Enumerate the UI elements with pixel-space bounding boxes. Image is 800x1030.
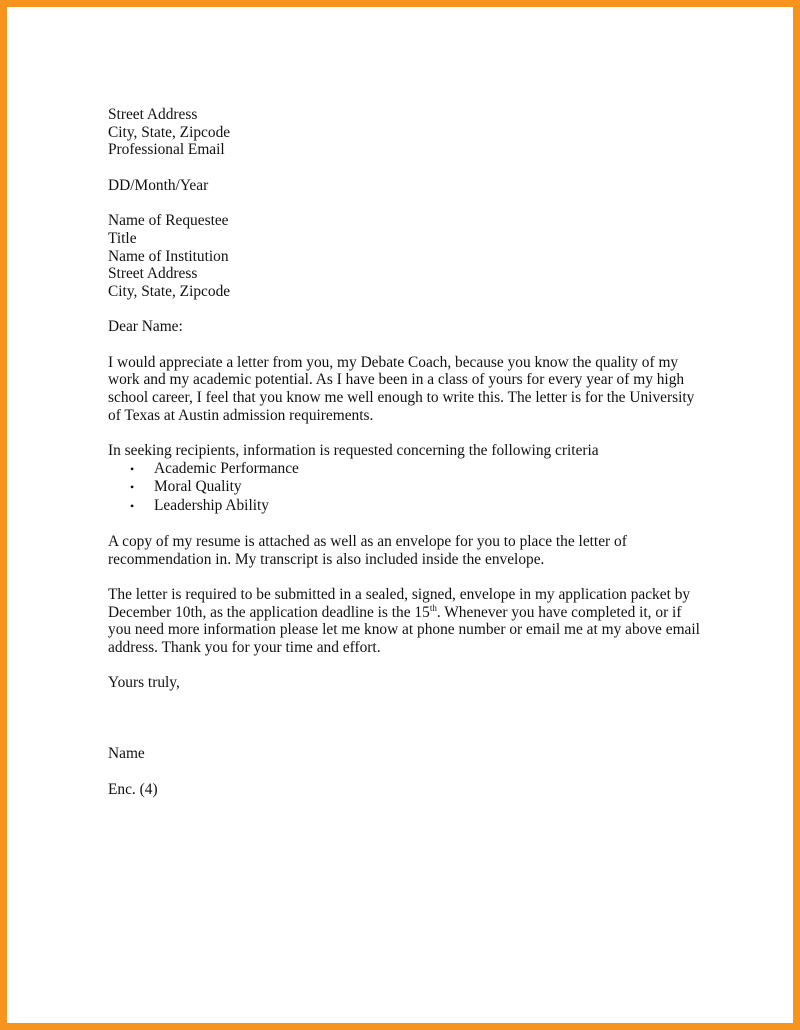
- spacer: [108, 568, 728, 586]
- paragraph-line: [108, 604, 728, 622]
- bullet-icon: •: [130, 480, 135, 495]
- paragraph-line: address. Thank you for your time and effort.: [108, 639, 381, 657]
- paragraph-enclosures: [108, 533, 728, 568]
- paragraph-deadline: [108, 586, 728, 657]
- paragraph-line: recommendation in. My transcript is also included inside the envelope.: [108, 550, 545, 568]
- recipient-title: Title: [108, 229, 137, 247]
- bullet-icon: •: [130, 498, 135, 513]
- criteria-list: [108, 460, 728, 516]
- letter-body: [108, 106, 728, 798]
- paragraph-line: I would appreciate a letter from you, my Debate Coach, because you know the quality of my: [108, 353, 679, 371]
- spacer: [108, 336, 728, 354]
- criteria-label: Moral Quality: [154, 478, 242, 496]
- paragraph-line: school career, I feel that you know me well enough to write this. The letter is for the University: [108, 389, 695, 406]
- paragraph-line: work and my academic potential. As I have been in a class of yours for every year of my high: [108, 371, 685, 389]
- enclosure-note: Enc. (4): [108, 780, 158, 798]
- spacer: [108, 159, 728, 177]
- deadline-text-continued: . Whenever you have completed it, or if: [436, 603, 682, 621]
- recipient-address-block: [108, 212, 728, 300]
- paragraph-request: [108, 354, 728, 425]
- paragraph-line: A copy of my resume is attached as well as an envelope for you to place the letter of: [108, 532, 627, 550]
- bullet-icon: •: [130, 461, 135, 476]
- recipient-street: Street Address: [108, 265, 198, 283]
- spacer: [108, 301, 728, 319]
- spacer: [108, 763, 728, 781]
- sender-email: Professional Email: [108, 141, 225, 159]
- letter-date: DD/Month/Year: [108, 176, 209, 194]
- salutation: Dear Name:: [108, 318, 183, 336]
- signature-space: [108, 692, 728, 745]
- spacer: [108, 515, 728, 533]
- list-item: [108, 478, 728, 497]
- signature-name: Name: [108, 745, 145, 763]
- list-item: [108, 497, 728, 516]
- criteria-intro: In seeking recipients, information is requested concerning the following criteria: [108, 442, 599, 460]
- ordinal-suffix: th: [429, 602, 437, 613]
- spacer: [108, 657, 728, 675]
- spacer: [108, 194, 728, 212]
- recipient-city-state-zip: City, State, Zipcode: [108, 282, 231, 300]
- paragraph-line: you need more information please let me know at phone number or email me at my above email: [108, 621, 700, 639]
- sender-street: Street Address: [108, 106, 198, 123]
- paragraph-line: of Texas at Austin admission requirements.: [108, 406, 374, 424]
- paragraph-line: The letter is required to be submitted in a sealed, signed, envelope in my application packet by: [108, 586, 691, 603]
- recipient-name: Name of Requestee: [108, 212, 229, 230]
- criteria-label: Leadership Ability: [154, 496, 269, 514]
- closing: Yours truly,: [108, 674, 180, 692]
- sender-address-block: [108, 106, 728, 159]
- deadline-text: December 10th, as the application deadline is the 15: [108, 603, 430, 621]
- sender-city-state-zip: City, State, Zipcode: [108, 123, 231, 141]
- list-item: [108, 460, 728, 479]
- recipient-institution: Name of Institution: [108, 247, 229, 265]
- spacer: [108, 424, 728, 442]
- criteria-label: Academic Performance: [154, 459, 299, 477]
